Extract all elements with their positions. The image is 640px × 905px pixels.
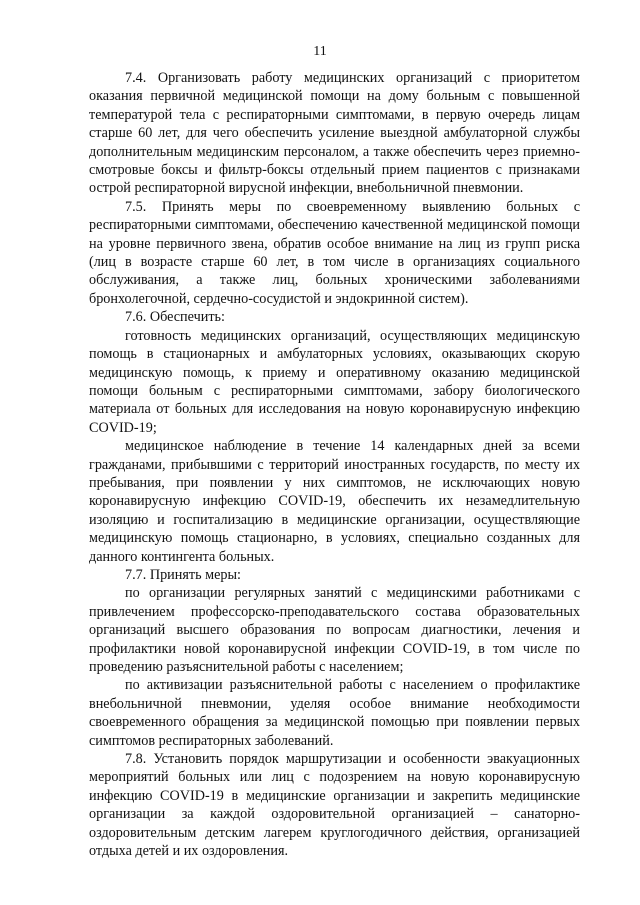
paragraph-7-5: 7.5. Принять меры по своевременному выявлению больных с респираторными симптомами, обеспечению качественной медицинской помощи на уровне первичного звена, обратив особое внимание на лиц из групп риска (лиц в возрасте старше 60 лет, в том числе в организациях социального обслуживания, а также лиц, больных хроническими заболеваниями бронхолегочной, сердечно-сосудистой и эндокринной систем). xyxy=(89,198,580,307)
paragraph-7-7-heading: 7.7. Принять меры: xyxy=(125,566,241,583)
document-body xyxy=(89,69,580,860)
paragraph-7-7-training: по организации регулярных занятий с медицинскими работниками с привлечением профессорско-преподавательского состава образовательных организаций высшего образования по вопросам диагностики, лечения и профилактики новой коронавирусной инфекции COVID-19, в том числе по проведению разъяснительной работы с населением; xyxy=(89,585,580,675)
paragraph-7-7-outreach: по активизации разъяснительной работы с населением о профилактике внебольничной пневмонии, уделяя особое внимание необходимости своевременного обращения за медицинской помощью при появлении первых симптомов респираторных заболеваний. xyxy=(89,677,580,749)
page-number: 11 xyxy=(313,44,327,59)
paragraph-7-4: 7.4. Организовать работу медицинских организаций с приоритетом оказания первичной медицинской помощи на дому больным с повышенной температурой тела с респираторными симптомами, в первую очередь лицам старше 60 лет, для чего обеспечить усиление выездной амбулаторной службы дополнительным медицинским персоналом, а также обеспечить через приемно-смотровые боксы и фильтр-боксы отдельный прием пациентов с признаками острой респираторной вирусной инфекции, внебольничной пневмонии. xyxy=(89,70,580,197)
paragraph-7-6-heading: 7.6. Обеспечить: xyxy=(125,309,225,326)
paragraph-7-6-observation: медицинское наблюдение в течение 14 календарных дней за всеми гражданами, прибывшими с территорий иностранных государств, по месту их пребывания, при появлении у них симптомов, не исключающих новую коронавирусную инфекцию COVID-19, обеспечить их незамедлительную изоляцию и госпитализацию в медицинские организации, осуществляющие медицинскую помощь стационарно, в условиях, специально созданных для данного контингента больных. xyxy=(89,438,580,565)
paragraph-7-6-readiness: готовность медицинских организаций, осуществляющих медицинскую помощь в стационарных и амбулаторных условиях, оказывающих скорую медицинскую помощь, к приему и оперативному оказанию медицинской помощи больным с респираторными симптомами, забору биологического материала от больных для исследования на новую коронавирусную инфекцию COVID-19; xyxy=(89,327,580,436)
paragraph-7-8: 7.8. Установить порядок маршрутизации и особенности эвакуационных мероприятий больных или лиц с подозрением на новую коронавирусную инфекцию COVID-19 в медицинские организации и закрепить медицинские организации за каждой оздоровительной организацией – санаторно-оздоровительным детским лагерем круглогодичного действия, организацией отдыха детей и их оздоровления. xyxy=(89,751,580,860)
